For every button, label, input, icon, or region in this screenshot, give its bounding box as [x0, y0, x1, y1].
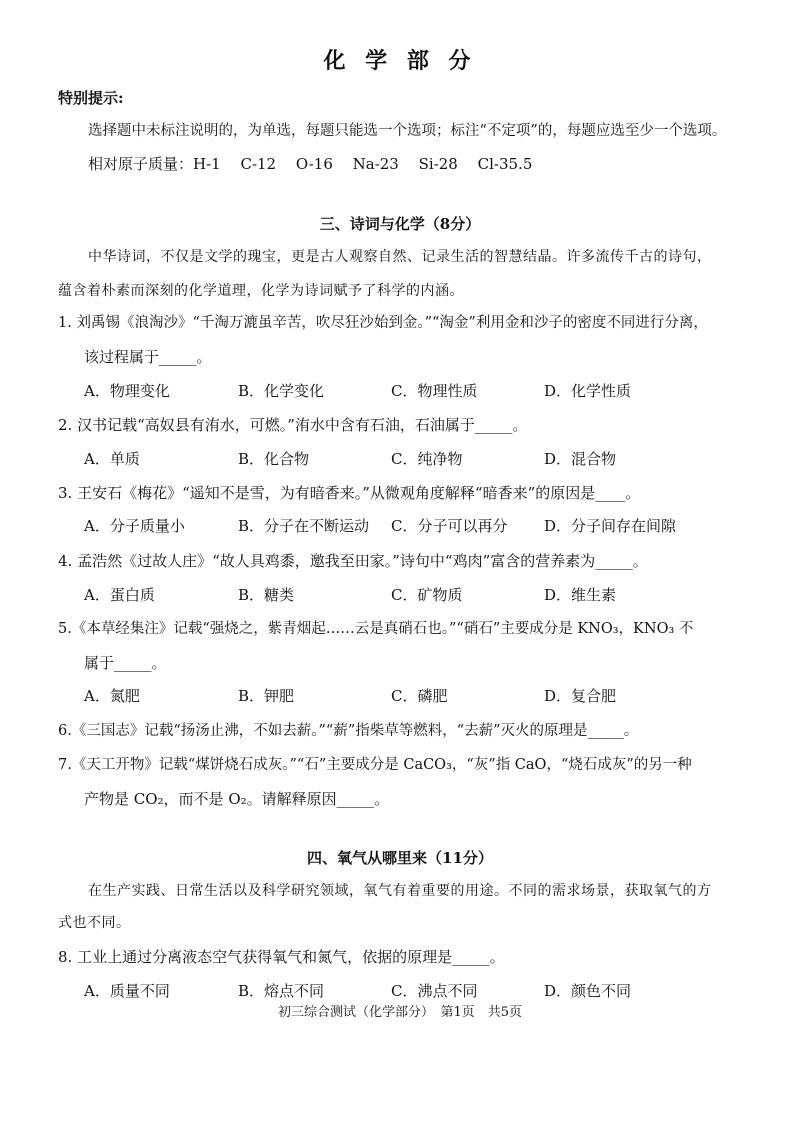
question-5-option-d: D．复合肥 — [544, 687, 617, 705]
question-2-option-b: B．化合物 — [238, 450, 310, 468]
question-3-option-a: A．分子质量小 — [84, 517, 185, 535]
question-3-option-c: C．分子可以再分 — [391, 517, 508, 535]
question-4-option-c: C．矿物质 — [391, 586, 463, 604]
question-8-option-b: B．熔点不同 — [238, 982, 325, 1000]
section-4-intro-1: 在生产实践、日常生活以及科学研究领域，氧气有着重要的用途。不同的需求场景，获取氧气的方 — [88, 883, 712, 899]
notice-heading: 特别提示: — [58, 89, 124, 107]
page-footer: 初三综合测试（化学部分） 第1页 共5页 — [277, 1005, 523, 1020]
question-8-option-a: A．质量不同 — [84, 982, 170, 1000]
question-5-option-a: A．氮肥 — [84, 687, 140, 705]
question-7-line-1: 7.《天工开物》记载“煤饼烧石成灰。”“石”主要成分是 CaCO₃，“灰”指 CaO，“烧石成灰”的另一种 — [58, 757, 692, 773]
section-4-title: 四、氧气从哪里来（11分） — [307, 849, 493, 867]
question-2-option-d: D．混合物 — [544, 450, 617, 468]
notice-line-1: 选择题中未标注说明的，为单选，每题只能选一个选项；标注“不定项”的，每题应选至少一个选项。 — [88, 123, 727, 139]
question-3-option-d: D．分子间存在间隙 — [544, 517, 677, 535]
question-1-option-c: C．物理性质 — [391, 382, 478, 400]
question-2-line-1: 2. 汉书记载“高奴县有洧水，可燃。”洧水中含有石油，石油属于_____。 — [58, 416, 528, 434]
question-4-option-d: D．维生素 — [544, 586, 617, 604]
section-4-intro-2: 式也不同。 — [58, 915, 131, 931]
question-8-option-c: C．沸点不同 — [391, 982, 478, 1000]
question-5-option-b: B．钾肥 — [238, 687, 295, 705]
question-1-option-b: B．化学变化 — [238, 382, 325, 400]
question-6-line-1: 6.《三国志》记载“扬汤止沸，不如去薪。”“薪”指柴草等燃料，“去薪”灭火的原理是_____。 — [58, 723, 639, 739]
question-3-option-b: B．分子在不断运动 — [238, 517, 370, 535]
page-title: 化 学 部 分 — [323, 48, 477, 74]
question-1-option-a: A．物理变化 — [84, 382, 170, 400]
question-5-option-c: C．磷肥 — [391, 687, 448, 705]
question-2-option-a: A．单质 — [84, 450, 140, 468]
question-5-line-1: 5.《本草经集注》记载“强烧之，紫青烟起……云是真硝石也。”“硝石”主要成分是 KNO₃，KNO₃ 不 — [58, 621, 694, 637]
question-1-line-1: 1. 刘禹锡《浪淘沙》“千淘万漉虽辛苦，吹尽狂沙始到金。”“淘金”利用金和沙子的密度不同进行分离， — [58, 315, 708, 331]
question-4-option-a: A．蛋白质 — [84, 586, 155, 604]
question-7-line-2: 产物是 CO₂，而不是 O₂。请解释原因_____。 — [84, 790, 390, 808]
section-3-intro-2: 蕴含着朴素而深刻的化学道理，化学为诗词赋予了科学的内涵。 — [58, 283, 464, 299]
question-8-option-d: D．颜色不同 — [544, 982, 632, 1000]
question-1-option-d: D．化学性质 — [544, 382, 632, 400]
question-8-line-1: 8. 工业上通过分离液态空气获得氧气和氮气，依据的原理是_____。 — [58, 948, 505, 966]
question-5-line-2: 属于_____。 — [84, 654, 167, 672]
question-1-line-2: 该过程属于_____。 — [84, 348, 212, 366]
section-3-intro-1: 中华诗词，不仅是文学的瑰宝，更是古人观察自然、记录生活的智慧结晶。许多流传千古的诗句， — [88, 249, 712, 265]
question-4-option-b: B．糖类 — [238, 586, 295, 604]
atomic-mass-line: 相对原子质量：H-1 C-12 O-16 Na-23 Si-28 Cl-35.5 — [88, 155, 533, 173]
question-2-option-c: C．纯净物 — [391, 450, 463, 468]
section-3-title: 三、诗词与化学（8分） — [319, 215, 481, 233]
question-3-line-1: 3. 王安石《梅花》“遥知不是雪，为有暗香来。”从微观角度解释“暗香来”的原因是____。 — [58, 484, 641, 502]
question-4-line-1: 4. 孟浩然《过故人庄》“故人具鸡黍，邀我至田家。”诗句中“鸡肉”富含的营养素为_____。 — [58, 552, 648, 570]
